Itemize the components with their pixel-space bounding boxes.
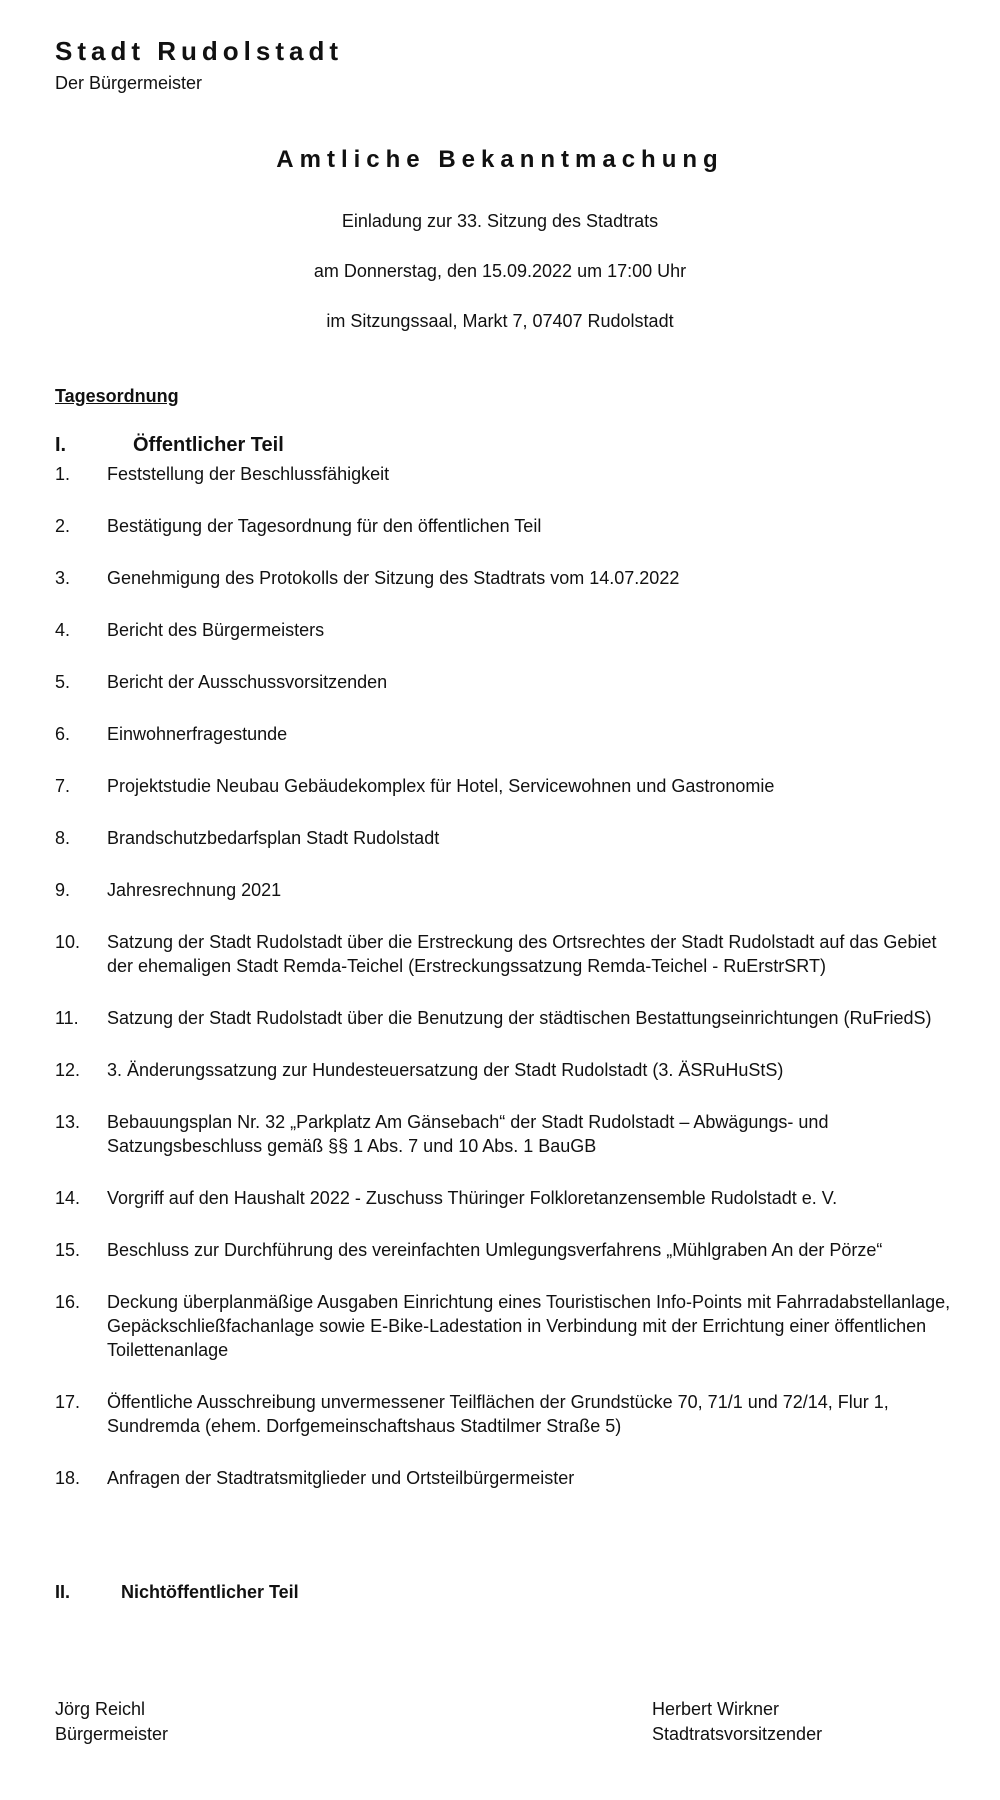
agenda-item	[55, 514, 955, 538]
agenda-item-number: 10.	[55, 932, 81, 952]
agenda-item-text: Öffentliche Ausschreibung unvermessener Teilflächen der Grundstücke 70, 71/1 und 72/14, Flur 1, Sundremda (ehem. Dorfgemeinschaftshaus Stadtilmer Straße 5)	[107, 1392, 889, 1436]
signature-left-name: Jörg Reichl	[55, 1699, 146, 1719]
agenda-item-text: Anfragen der Stadtratsmitglieder und Ortsteilbürgermeister	[107, 1468, 575, 1488]
agenda-item-text: Bebauungsplan Nr. 32 „Parkplatz Am Gänsebach“ der Stadt Rudolstadt – Abwägungs- und Satzungsbeschluss gemäß §§ 1 Abs. 7 und 10 Abs. 1 BauGB	[107, 1112, 829, 1156]
agenda-item-text: Bericht des Bürgermeisters	[107, 620, 325, 640]
agenda-item-text: Vorgriff auf den Haushalt 2022 - Zuschuss Thüringer Folkloretanzensemble Rudolstadt e. V.	[107, 1188, 838, 1208]
agenda-item-number: 3.	[55, 568, 71, 588]
agenda-item-number: 6.	[55, 724, 71, 744]
agenda-item	[55, 670, 955, 694]
agenda-item-text: Beschluss zur Durchführung des vereinfachten Umlegungsverfahrens „Mühlgraben An der Pörze“	[107, 1240, 883, 1260]
nonpublic-part-heading	[55, 1582, 299, 1603]
agenda-item	[55, 618, 955, 642]
public-part-title: Öffentlicher Teil	[133, 434, 284, 456]
agenda-item	[55, 462, 955, 486]
public-part-heading	[55, 434, 284, 457]
department-name: Der Bürgermeister	[55, 73, 203, 93]
agenda-item	[55, 722, 955, 746]
agenda-item	[55, 1186, 955, 1210]
agenda-item-text: Jahresrechnung 2021	[107, 880, 282, 900]
notice-title: Amtliche Bekanntmachung	[276, 146, 724, 173]
agenda-item-number: 8.	[55, 828, 71, 848]
agenda-item-number: 11.	[55, 1008, 79, 1028]
agenda-item-number: 7.	[55, 776, 71, 796]
agenda-item-text: Satzung der Stadt Rudolstadt über die Benutzung der städtischen Bestattungseinrichtungen (RuFriedS)	[107, 1008, 932, 1028]
agenda-item	[55, 774, 955, 798]
agenda-item	[55, 826, 955, 850]
agenda-item	[55, 1466, 955, 1490]
agenda-item	[55, 1390, 955, 1438]
agenda-item-text: Projektstudie Neubau Gebäudekomplex für Hotel, Servicewohnen und Gastronomie	[107, 776, 775, 796]
meeting-location: im Sitzungssaal, Markt 7, 07407 Rudolstadt	[326, 311, 674, 331]
signature-right	[652, 1697, 822, 1747]
signature-right-name: Herbert Wirkner	[652, 1699, 780, 1719]
agenda-item-text: 3. Änderungssatzung zur Hundesteuersatzung der Stadt Rudolstadt (3. ÄSRuHuStS)	[107, 1060, 784, 1080]
nonpublic-part-number: II.	[55, 1582, 71, 1602]
agenda-item	[55, 566, 955, 590]
agenda-item-number: 14.	[55, 1188, 81, 1208]
agenda-item-number: 16.	[55, 1292, 81, 1312]
nonpublic-part-title: Nichtöffentlicher Teil	[121, 1582, 299, 1602]
agenda-item-number: 17.	[55, 1392, 81, 1412]
signature-left-role: Bürgermeister	[55, 1724, 169, 1744]
agenda-item-number: 1.	[55, 464, 71, 484]
agenda-item-text: Bestätigung der Tagesordnung für den öffentlichen Teil	[107, 516, 542, 536]
agenda-heading: Tagesordnung	[55, 386, 179, 406]
public-part-number: I.	[55, 434, 67, 456]
meeting-date: am Donnerstag, den 15.09.2022 um 17:00 Uhr	[313, 261, 687, 281]
agenda-item-text: Feststellung der Beschlussfähigkeit	[107, 464, 390, 484]
agenda-item-number: 4.	[55, 620, 71, 640]
agenda-item	[55, 1290, 955, 1362]
signature-right-role: Stadtratsvorsitzender	[652, 1724, 823, 1744]
agenda-item-text: Deckung überplanmäßige Ausgaben Einrichtung eines Touristischen Info-Points mit Fahrradabstellanlage, Gepäckschließfachanlage sowie E-Bike-Ladestation in Verbindung mit der Errichtung einer öffentlichen Toilettenanlage	[107, 1292, 951, 1360]
meeting-invitation: Einladung zur 33. Sitzung des Stadtrats	[341, 211, 659, 231]
agenda-item	[55, 1058, 955, 1082]
agenda-item	[55, 1110, 955, 1158]
agenda-item	[55, 930, 955, 978]
agenda-item	[55, 1006, 955, 1030]
agenda-item-number: 2.	[55, 516, 71, 536]
agenda-item-number: 5.	[55, 672, 71, 692]
agenda-item-number: 13.	[55, 1112, 81, 1132]
agenda-item-text: Einwohnerfragestunde	[107, 724, 288, 744]
agenda-item-text: Bericht der Ausschussvorsitzenden	[107, 672, 388, 692]
agenda-item-number: 15.	[55, 1240, 81, 1260]
agenda-item-text: Satzung der Stadt Rudolstadt über die Erstreckung des Ortsrechtes der Stadt Rudolstadt auf das Gebiet der ehemaligen Stadt Remda-Teichel (Erstreckungssatzung Remda-Teichel - RuErstrSRT)	[107, 932, 937, 976]
agenda-item-text: Brandschutzbedarfsplan Stadt Rudolstadt	[107, 828, 440, 848]
agenda-list	[55, 462, 955, 1518]
agenda-item-text: Genehmigung des Protokolls der Sitzung des Stadtrats vom 14.07.2022	[107, 568, 680, 588]
signature-left	[55, 1697, 168, 1747]
organization-name: Stadt Rudolstadt	[55, 36, 343, 66]
agenda-item-number: 9.	[55, 880, 71, 900]
agenda-item-number: 18.	[55, 1468, 81, 1488]
agenda-item	[55, 878, 955, 902]
agenda-item	[55, 1238, 955, 1262]
agenda-item-number: 12.	[55, 1060, 81, 1080]
